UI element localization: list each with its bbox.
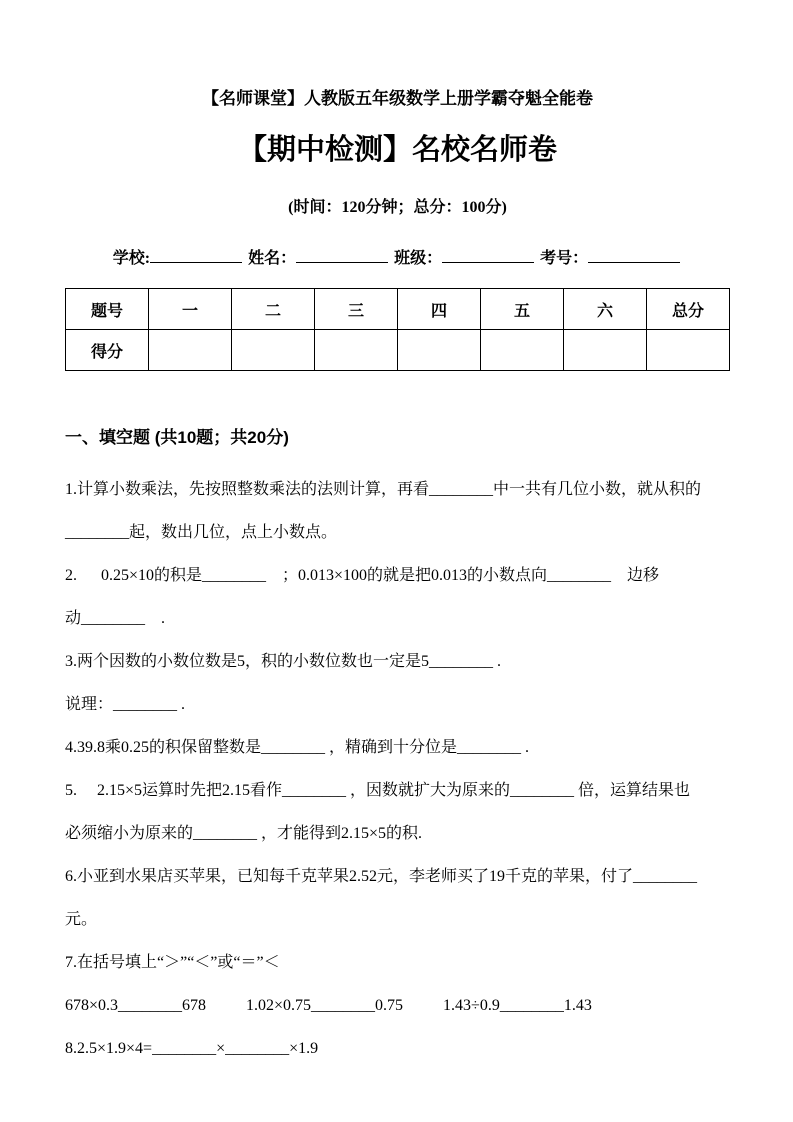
score-cell-6	[564, 330, 647, 371]
exam-no-blank	[588, 246, 680, 263]
question-7-line-1: 7.在括号填上“＞”“＜”或“＝”＜	[65, 954, 280, 971]
score-table-header-3: 三	[315, 289, 398, 330]
score-table-header-5: 五	[481, 289, 564, 330]
series-title: 【名师课堂】人教版五年级数学上册学霸夺魁全能卷	[202, 89, 593, 108]
school-blank	[150, 246, 242, 263]
question-3-line-2: 说理：________ .	[65, 696, 186, 713]
name-label: 姓名：	[248, 250, 297, 267]
score-table-header-1: 一	[149, 289, 232, 330]
school-label: 学校:	[112, 250, 151, 267]
question-7-line-2: 678×0.3________678 1.02×0.75________0.75 1.43÷0.9________1.43	[65, 997, 592, 1014]
question-2-line-2: 动________ .	[65, 610, 166, 627]
exam-no-label: 考号：	[540, 250, 589, 267]
question-2-line-1: 2. 0.25×10的积是________ ；0.013×100的就是把0.013的小数点向________ 边移	[65, 567, 660, 584]
page-title: 【期中检测】名校名师卷	[237, 134, 557, 166]
question-5-line-2: 必须缩小为原来的________ ，才能得到2.15×5的积.	[65, 825, 423, 842]
score-cell-2	[232, 330, 315, 371]
question-3-line-1: 3.两个因数的小数位数是5，积的小数位数也一定是5________ .	[65, 653, 502, 670]
score-cell-4	[398, 330, 481, 371]
name-blank	[296, 246, 388, 263]
score-table	[65, 288, 730, 371]
score-cell-total	[647, 330, 730, 371]
question-8-line-1: 8.2.5×1.9×4=________×________×1.9	[65, 1040, 319, 1057]
class-label: 班级：	[394, 250, 443, 267]
question-5-line-1: 5. 2.15×5运算时先把2.15看作________ ，因数就扩大为原来的________ 倍，运算结果也	[65, 782, 691, 799]
score-table-header-2: 二	[232, 289, 315, 330]
class-blank	[442, 246, 534, 263]
score-table-header-6: 六	[564, 289, 647, 330]
questions-block	[65, 479, 730, 1060]
question-6-line-1: 6.小亚到水果店买苹果，已知每千克苹果2.52元，李老师买了19千克的苹果，付了________	[65, 868, 698, 885]
score-table-header-question-no: 题号	[66, 289, 149, 330]
section-heading: 一、填空题 (共10题；共20分)	[65, 428, 289, 447]
question-4-line-1: 4.39.8乘0.25的积保留整数是________ ，精确到十分位是________ .	[65, 739, 530, 756]
score-table-score-row	[66, 330, 730, 371]
score-cell-5	[481, 330, 564, 371]
score-cell-1	[149, 330, 232, 371]
score-row-label: 得分	[66, 330, 149, 371]
question-1-line-1: 1.计算小数乘法，先按照整数乘法的法则计算，再看________中一共有几位小数，就从积的	[65, 481, 702, 498]
score-table-header-4: 四	[398, 289, 481, 330]
time-score-note: (时间：120分钟；总分：100分)	[288, 199, 507, 216]
question-1-line-2: ________起，数出几位，点上小数点。	[65, 524, 338, 541]
score-cell-3	[315, 330, 398, 371]
score-table-header-total: 总分	[647, 289, 730, 330]
score-table-header-row	[66, 289, 730, 330]
student-info-line	[65, 246, 730, 270]
question-6-line-2: 元。	[65, 911, 98, 928]
